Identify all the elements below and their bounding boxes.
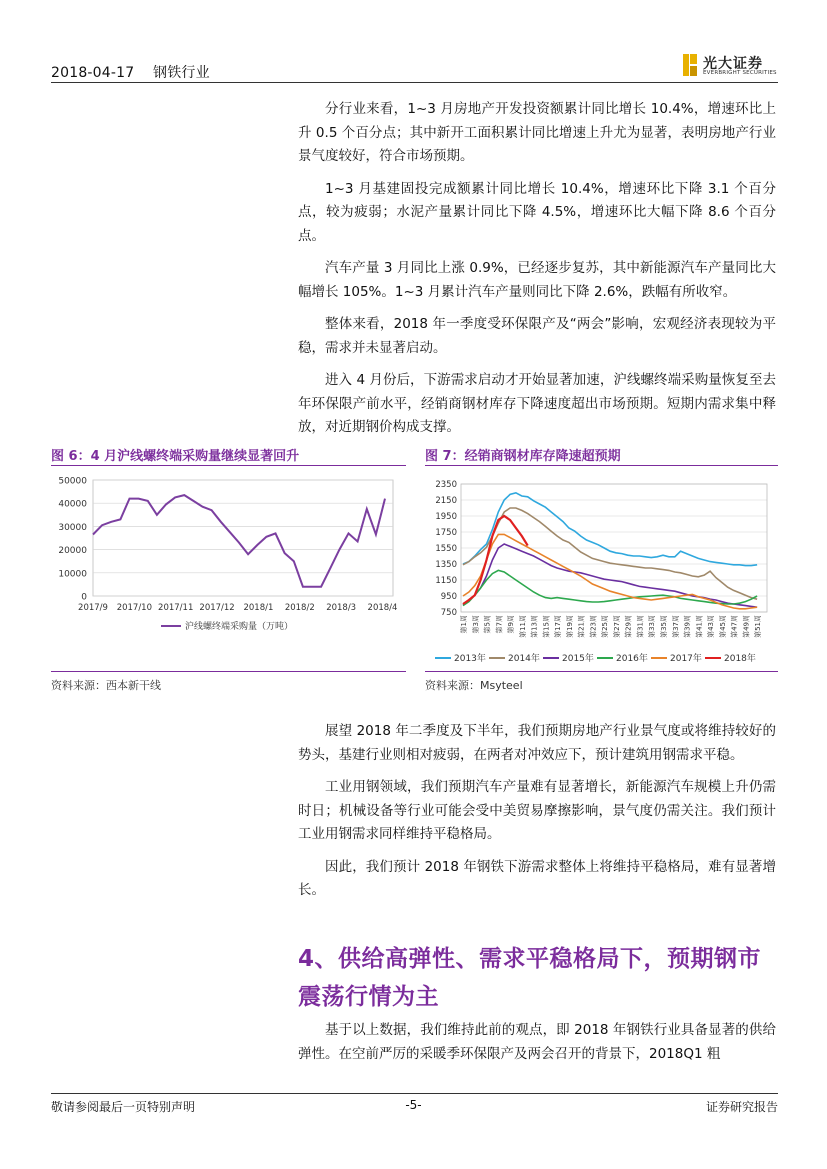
report-type: 证券研究报告 (705, 1100, 778, 1114)
x-tick-label: 2017/9 (78, 603, 108, 613)
report-date: 2018-04-17 (51, 65, 135, 81)
legend-label: 2013年 (454, 654, 486, 664)
paragraph: 分行业来看，1~3 月房地产开发投资额累计同比增长 10.4%，增速环比上升 0.5 个百分点；其中新开工面积累计同比增速上升尤为显著，表明房地产行业景气度较好，符合市场预期。 (298, 101, 776, 164)
body-text-middle (298, 720, 776, 912)
figure-7-top-rule (425, 465, 778, 466)
x-tick-label: 第7周 (495, 615, 504, 634)
x-tick-label: 第33周 (648, 615, 657, 638)
x-tick-label: 第31周 (636, 615, 645, 638)
figure-7-title: 图 7：经销商钢材库存降速超预期 (425, 449, 621, 464)
chart-background (51, 468, 406, 668)
legend-label: 2016年 (616, 654, 648, 664)
x-tick-label: 第45周 (718, 615, 727, 638)
figure-6-title: 图 6：4 月沪线螺终端采购量继续显著回升 (51, 449, 300, 464)
paragraph: 基于以上数据，我们维持此前的观点，即 2018 年钢铁行业具备显著的供给弹性。在空前严厉的采暖季环保限产及两会召开的背景下，2018Q1 粗 (298, 1022, 776, 1062)
y-tick-label: 950 (440, 592, 457, 602)
y-tick-label: 2150 (435, 496, 457, 506)
paragraph: 1~3 月基建固投完成额累计同比增长 10.4%，增速环比下降 3.1 个百分点，较为疲弱；水泥产量累计同比下降 4.5%，增速环比大幅下降 8.6 个百分点。 (298, 180, 776, 244)
x-tick-label: 第43周 (707, 615, 716, 638)
legend-label: 2018年 (724, 654, 756, 664)
figure-7-chart (425, 468, 778, 668)
x-tick-label: 第49周 (742, 615, 751, 638)
legend-label: 2014年 (508, 654, 540, 664)
figure-7-bottom-rule (425, 671, 778, 672)
paragraph: 因此，我们预计 2018 年钢铁下游需求整体上将维持平稳格局，难有显著增长。 (298, 858, 776, 898)
x-tick-label: 第39周 (683, 615, 692, 638)
figure-7-source: 资料来源：Msyteel (425, 679, 523, 692)
y-tick-label: 10000 (58, 569, 87, 580)
header-divider (51, 82, 778, 83)
y-tick-label: 0 (81, 592, 87, 603)
x-tick-label: 第35周 (660, 615, 668, 638)
y-tick-label: 1150 (435, 576, 457, 586)
x-tick-label: 2018/2 (284, 603, 315, 613)
x-tick-label: 2018/4 (367, 603, 398, 613)
x-tick-label: 第13周 (530, 615, 539, 638)
legend-label: 2017年 (670, 654, 702, 664)
x-tick-label: 第3周 (471, 615, 480, 634)
y-tick-label: 1350 (435, 560, 457, 570)
y-tick-label: 2350 (435, 480, 457, 490)
paragraph: 工业用钢领域，我们预期汽车产量难有显著增长，新能源汽车规模上升仍需时日；机械设备等行业可能会受中美贸易摩擦影响，景气度仍需关注。我们预计工业用钢需求同样维持平稳格局。 (298, 779, 776, 842)
disclaimer-note: 敬请参阅最后一页特别声明 (51, 1100, 196, 1114)
x-tick-label: 第5周 (483, 615, 492, 634)
body-text-bottom (298, 1019, 776, 1075)
x-tick-label: 第19周 (565, 615, 574, 638)
paragraph: 汽车产量 3 月同比上涨 0.9%，已经逐步复苏，其中新能源汽车产量同比大幅增长 105%。1~3 月累计汽车产量则同比下降 2.6%，跌幅有所收窄。 (298, 260, 776, 300)
x-tick-label: 2017/11 (158, 603, 194, 613)
page-number: -5- (405, 1098, 422, 1112)
x-tick-label: 第1周 (460, 615, 468, 634)
x-tick-label: 第11周 (518, 615, 527, 638)
figure-6-chart (51, 468, 406, 668)
y-tick-label: 50000 (58, 476, 87, 487)
x-tick-label: 第9周 (507, 615, 516, 634)
x-tick-label: 第25周 (601, 615, 610, 638)
section-heading: 4、供给高弹性、需求平稳格局下，预期钢市震荡行情为主 (298, 946, 762, 1010)
x-tick-label: 第17周 (554, 615, 563, 638)
x-tick-label: 第29周 (624, 615, 633, 638)
paragraph: 进入 4 月份后，下游需求启动才开始显著加速，沪线螺终端采购量恢复至去年环保限产前水平，经销商钢材库存下降速度超出市场预期。短期内需求集中释放，对近期钢价构成支撑。 (298, 372, 776, 435)
y-tick-label: 20000 (58, 546, 87, 557)
figure-6-bottom-rule (51, 671, 406, 672)
logo-mark-icon (683, 54, 697, 76)
legend-label: 2015年 (562, 654, 594, 664)
x-tick-label: 第21周 (577, 615, 586, 638)
figure-6-source: 资料来源：西本新干线 (51, 679, 161, 692)
x-tick-label: 2017/12 (199, 603, 235, 613)
paragraph: 整体来看，2018 年一季度受环保限产及“两会”影响，宏观经济表现较为平稳，需求并未显著启动。 (298, 316, 776, 356)
y-tick-label: 30000 (58, 522, 87, 533)
footer-divider (51, 1093, 778, 1094)
y-tick-label: 1550 (435, 544, 457, 554)
body-text-top (298, 98, 776, 449)
logo-name-cn: 光大证券 (703, 56, 763, 72)
y-tick-label: 1750 (435, 528, 457, 538)
y-tick-label: 40000 (58, 499, 87, 510)
company-logo (683, 52, 783, 78)
industry-name: 钢铁行业 (153, 65, 210, 81)
x-tick-label: 第37周 (671, 615, 680, 638)
x-tick-label: 第47周 (730, 615, 739, 638)
x-tick-label: 2017/10 (116, 603, 153, 613)
x-tick-label: 2018/1 (243, 603, 274, 613)
figure-6-top-rule (51, 465, 406, 466)
x-tick-label: 第51周 (754, 615, 763, 638)
logo-name-en: EVERBRIGHT SECURITIES (703, 70, 777, 76)
paragraph: 展望 2018 年二季度及下半年，我们预期房地产行业景气度或将维持较好的势头，基建行业则相对疲弱，在两者对冲效应下，预计建筑用钢需求平稳。 (298, 723, 776, 763)
legend-label: 沪线螺终端采购量（万吨） (185, 622, 294, 632)
x-tick-label: 第41周 (695, 615, 704, 638)
y-tick-label: 750 (440, 608, 457, 618)
y-tick-label: 1950 (435, 512, 457, 522)
page-header-left (51, 62, 224, 82)
x-tick-label: 第23周 (589, 615, 598, 638)
x-tick-label: 第15周 (542, 615, 551, 638)
x-tick-label: 第27周 (612, 615, 621, 638)
x-tick-label: 2018/3 (326, 603, 357, 613)
